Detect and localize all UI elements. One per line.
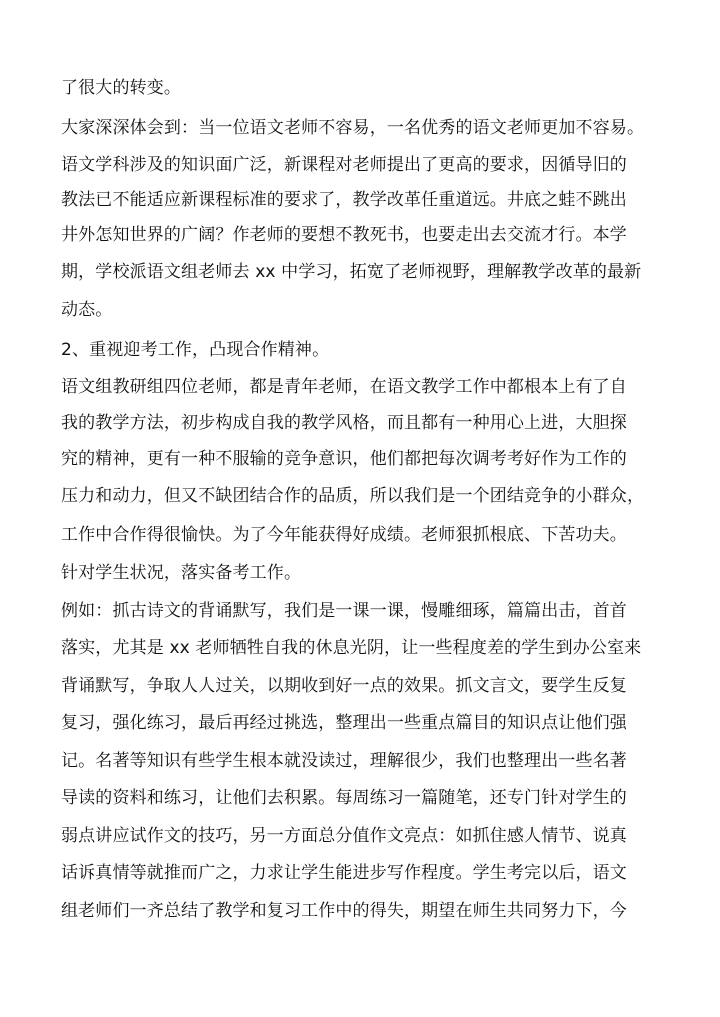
text-line: 针对学生状况，落实备考工作。 [61,563,302,583]
text-line: 究的精神，更有一种不服输的竞争意识，他们都把每次调考考好作为工作的 [61,449,627,469]
text-line: 语文组教研组四位老师，都是青年老师，在语文教学工作中都根本上有了自 [61,377,627,397]
text-line: 语文学科涉及的知识面广泛，新课程对老师提出了更高的要求，因循导旧的 [61,155,627,175]
text-line: 话诉真情等就推而广之，力求让学生能进步写作程度。学生考完以后，语文 [61,863,627,883]
text-line: 弱点讲应试作文的技巧，另一方面总分值作文亮点：如抓住感人情节、说真 [61,826,627,846]
text-line: 动态。 [61,300,113,320]
text-line: 组老师们一齐总结了教学和复习工作中的得失，期望在师生共同努力下，今 [61,901,627,921]
text-line: 我的教学方法，初步构成自我的教学风格，而且都有一种用心上进，大胆探 [61,413,627,433]
text-line: 落实，尤其是 xx 老师牺牲自我的休息光阴，让一些程度差的学生到办公室来 [61,638,642,658]
text-line: 背诵默写，争取人人过关，以期收到好一点的效果。抓文言文，要学生反复 [61,676,627,696]
text-line: 压力和动力，但又不缺团结合作的品质，所以我们是一个团结竞争的小群众， [61,486,645,506]
text-line: 复习，强化练习，最后再经过挑选，整理出一些重点篇目的知识点让他们强 [61,713,627,733]
text-line: 记。名著等知识有些学生根本就没读过，理解很少，我们也整理出一些名著 [61,751,627,771]
text-line: 导读的资料和练习，让他们去积累。每周练习一篇随笔，还专门针对学生的 [61,788,627,808]
text-line: 了很大的转变。 [61,78,182,98]
section-heading: 2、重视迎考工作，凸现合作精神。 [61,340,330,360]
text-line: 例如：抓古诗文的背诵默写，我们是一课一课，慢雕细琢，篇篇出击，首首 [61,601,627,621]
text-line: 期，学校派语文组老师去 xx 中学习，拓宽了老师视野，理解教学改革的最新 [61,262,642,282]
text-line: 工作中合作得很愉快。为了今年能获得好成绩。老师狠抓根底、下苦功夫。 [61,525,627,545]
text-line: 井外怎知世界的广阔？作老师的要想不教死书，也要走出去交流才行。本学 [61,225,627,245]
text-line: 教法已不能适应新课程标准的要求了，教学改革任重道远。井底之蛙不跳出 [61,190,627,210]
text-line: 大家深深体会到：当一位语文老师不容易，一名优秀的语文老师更加不容易。 [61,118,645,138]
